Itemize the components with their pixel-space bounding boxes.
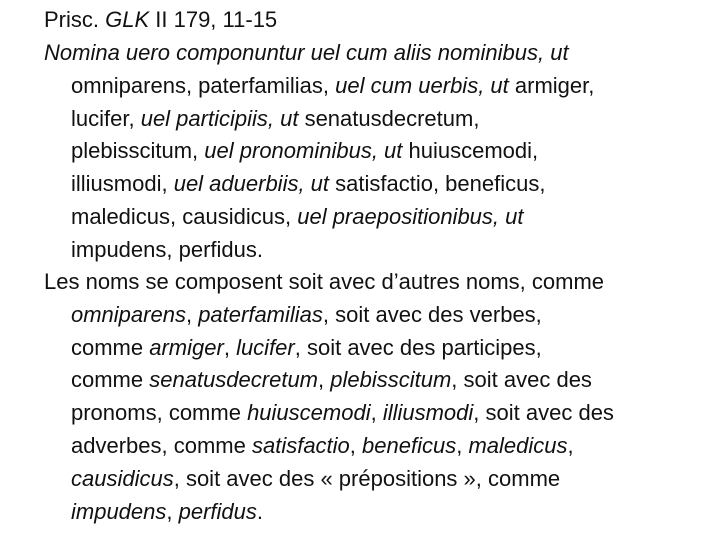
italic-text-segment: illiusmodi — [382, 400, 474, 426]
text-segment: , soit avec des participes, — [294, 334, 542, 360]
italic-text-segment: uel participiis, ut — [140, 105, 299, 131]
text-segment: plebisscitum, — [71, 138, 205, 164]
text-line — [44, 70, 694, 103]
text-segment: , — [456, 432, 469, 458]
text-segment: , soit avec des verbes, — [322, 301, 542, 327]
italic-text-segment: paterfamilias — [198, 301, 323, 327]
text-segment: illiusmodi, — [71, 171, 174, 197]
text-segment: lucifer, — [71, 105, 141, 131]
italic-text-segment: impudens — [71, 498, 167, 524]
italic-text-segment: uel aduerbiis, ut — [173, 171, 330, 197]
text-line — [44, 4, 694, 37]
text-segment: senatusdecretum, — [298, 105, 480, 131]
text-line — [44, 37, 694, 70]
text-line — [44, 103, 694, 136]
italic-text-segment: uel praepositionibus, ut — [297, 203, 524, 229]
text-line — [44, 135, 694, 168]
text-segment: , soit avec des — [451, 367, 592, 393]
italic-text-segment: senatusdecretum — [149, 367, 319, 393]
text-line — [44, 266, 694, 299]
text-line — [44, 397, 694, 430]
italic-text-segment: uel cum uerbis, ut — [335, 72, 509, 98]
text-line — [44, 234, 694, 267]
text-segment: pronoms, comme — [71, 400, 248, 426]
text-segment: adverbes, comme — [71, 432, 252, 458]
text-line — [44, 463, 694, 496]
text-segment: . — [256, 498, 264, 524]
text-line — [44, 364, 694, 397]
text-segment: omniparens, paterfamilias, — [71, 72, 336, 98]
text-segment: II 179, 11-15 — [149, 7, 278, 32]
text-segment: satisfactio, beneficus, — [329, 171, 546, 197]
text-segment: , — [166, 498, 179, 524]
italic-text-segment: lucifer — [236, 334, 295, 360]
text-line — [44, 332, 694, 365]
text-segment: huiuscemodi, — [402, 138, 539, 164]
italic-text-segment: GLK — [105, 7, 150, 32]
text-segment: , — [567, 432, 574, 458]
text-line — [44, 168, 694, 201]
text-line — [44, 201, 694, 234]
italic-text-segment: plebisscitum — [330, 367, 452, 393]
italic-text-segment: huiuscemodi — [247, 400, 371, 426]
latin-passage — [44, 37, 694, 267]
text-segment: , — [185, 301, 199, 327]
italic-text-segment: satisfactio — [251, 432, 350, 458]
text-line — [44, 430, 694, 463]
italic-text-segment: armiger — [149, 334, 224, 360]
text-segment: Les noms se composent soit avec d’autres noms, comme — [44, 269, 605, 294]
text-segment: maledicus, causidicus, — [71, 203, 298, 229]
text-segment: , — [349, 432, 363, 458]
text-segment: armiger, — [508, 72, 595, 98]
source-reference — [44, 4, 694, 37]
italic-text-segment: perfidus — [178, 498, 257, 524]
text-segment: comme — [71, 334, 150, 360]
text-segment: , soit avec des — [473, 400, 614, 426]
italic-text-segment: omniparens — [71, 301, 186, 327]
text-segment: impudens, perfidus. — [71, 236, 263, 262]
french-translation — [44, 266, 694, 528]
italic-text-segment: Nomina uero componuntur uel cum aliis nominibus, ut — [44, 40, 569, 65]
italic-text-segment: maledicus — [468, 432, 568, 458]
text-segment: , — [318, 367, 331, 393]
text-line — [44, 496, 694, 529]
italic-text-segment: uel pronominibus, ut — [204, 138, 403, 164]
text-line — [44, 299, 694, 332]
text-segment: Prisc. — [44, 7, 106, 32]
text-segment: comme — [71, 367, 150, 393]
text-segment: , — [370, 400, 383, 426]
italic-text-segment: causidicus — [71, 465, 174, 491]
text-segment: , — [223, 334, 237, 360]
italic-text-segment: beneficus — [362, 432, 457, 458]
text-segment: , soit avec des « prépositions », comme — [173, 465, 561, 491]
